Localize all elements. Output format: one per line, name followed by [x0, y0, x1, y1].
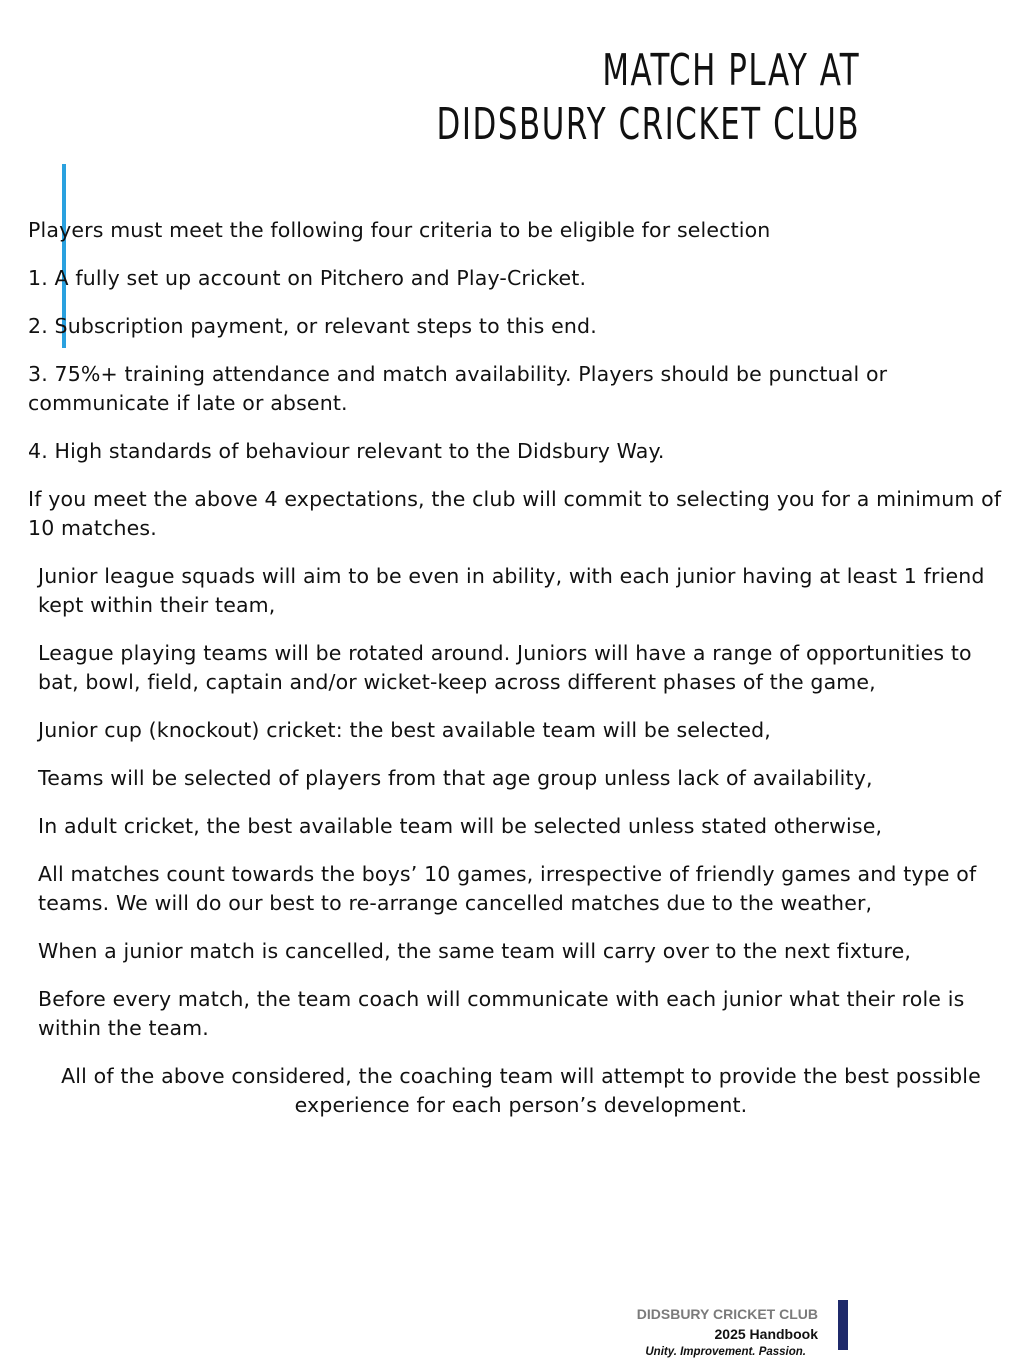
- title-line-1: MATCH PLAY AT: [602, 45, 860, 96]
- policy-7: When a junior match is cancelled, the same team will carry over to the next fixture,: [38, 939, 912, 963]
- footer-accent-bar: [838, 1300, 848, 1350]
- footer-club-name: DIDSBURY CRICKET CLUB: [636, 1306, 818, 1322]
- policy-1: Junior league squads will aim to be even in ability, with each junior having at least 1 friend kept within their team,: [38, 564, 985, 617]
- page-title: [436, 44, 860, 152]
- criterion-3: 3. 75%+ training attendance and match availability. Players should be punctual or communicate if late or absent.: [28, 362, 888, 415]
- policy-2: League playing teams will be rotated around. Juniors will have a range of opportunities to bat, bowl, field, captain and/or wicket-keep across different phases of the game,: [38, 641, 972, 694]
- policy-4: Teams will be selected of players from that age group unless lack of availability,: [38, 766, 873, 790]
- criterion-1: 1. A fully set up account on Pitchero and Play-Cricket.: [28, 266, 587, 290]
- intro-text: Players must meet the following four criteria to be eligible for selection: [28, 218, 771, 242]
- policy-3: Junior cup (knockout) cricket: the best available team will be selected,: [38, 718, 771, 742]
- policy-6: All matches count towards the boys’ 10 games, irrespective of friendly games and type of teams. We will do our best to re-arrange cancelled matches due to the weather,: [38, 862, 977, 915]
- footer-branding: [637, 1304, 818, 1360]
- policy-8: Before every match, the team coach will communicate with each junior what their role is within the team.: [38, 987, 965, 1040]
- footer-motto: Unity. Improvement. Passion.: [645, 1346, 806, 1358]
- commitment-text: If you meet the above 4 expectations, the club will commit to selecting you for a minimum of 10 matches.: [28, 487, 1002, 540]
- title-line-2: DIDSBURY CRICKET CLUB: [436, 99, 860, 150]
- closing-text: All of the above considered, the coaching team will attempt to provide the best possible experience for each person’s development.: [61, 1064, 981, 1117]
- policy-5: In adult cricket, the best available team will be selected unless stated otherwise,: [38, 814, 883, 838]
- criterion-2: 2. Subscription payment, or relevant steps to this end.: [28, 314, 597, 338]
- criterion-4: 4. High standards of behaviour relevant to the Didsbury Way.: [28, 439, 665, 463]
- footer-handbook: 2025 Handbook: [714, 1326, 818, 1342]
- content-body: [28, 216, 1004, 1139]
